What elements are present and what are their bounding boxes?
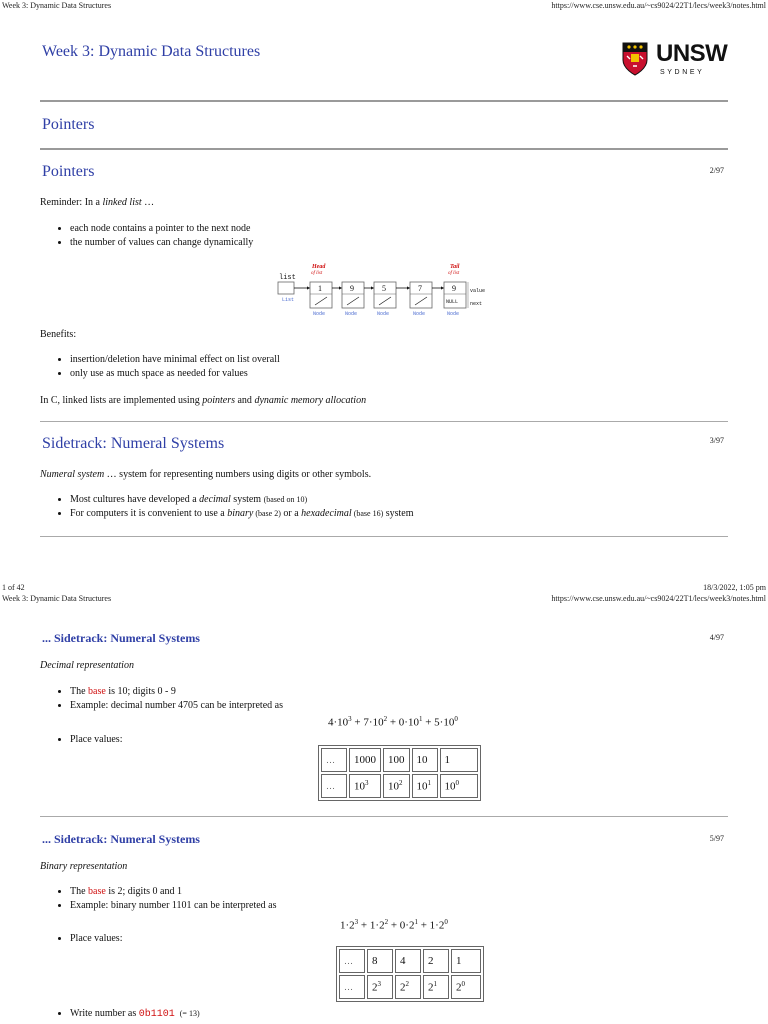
- table-cell: 1: [440, 748, 478, 772]
- node-value: 5: [382, 284, 386, 293]
- benefit-list: [56, 354, 280, 382]
- node-label: Node: [377, 311, 390, 317]
- table-cell: …: [321, 774, 347, 798]
- decimal-expression: $4\cdot 10^3 + 7\cdot 10^2 + 0\cdot 10^1 + 5\cdot 10^0$: [328, 715, 458, 729]
- section-heading: Pointers: [42, 116, 95, 133]
- list-item: • only use as much space as needed for values: [70, 368, 280, 379]
- unsw-logo: [622, 38, 732, 82]
- null-label: NULL: [446, 299, 459, 305]
- table-cell: …: [339, 975, 365, 999]
- table-cell: 1000: [349, 748, 381, 772]
- table-cell: $2^2$: [395, 975, 421, 999]
- linked-list-diagram: [276, 262, 496, 318]
- slide-title: ... Sidetrack: Numeral Systems: [42, 832, 200, 846]
- print-header-title: Week 3: Dynamic Data Structures: [2, 1, 112, 10]
- head-label: Head: [312, 264, 326, 270]
- table-cell: 8: [367, 949, 393, 973]
- table-cell: $2^1$: [423, 975, 449, 999]
- divider: [40, 536, 728, 537]
- table-cell: $10^3$: [349, 774, 381, 798]
- table-cell: $2^3$: [367, 975, 393, 999]
- list-item: • the number of values can change dynamically: [70, 237, 253, 248]
- print-footer-date: 18/3/2022, 1:05 pm: [703, 583, 766, 592]
- logo-sub: SYDNEY: [660, 69, 705, 76]
- table-cell: 100: [383, 748, 410, 772]
- document-title: Week 3: Dynamic Data Structures: [42, 43, 261, 60]
- print-header-url: https://www.cse.unsw.edu.au/~cs9024/22T1/lecs/week3/notes.html: [551, 594, 766, 603]
- benefits-heading: Benefits:: [40, 329, 77, 340]
- divider: [40, 421, 728, 422]
- node-4: [410, 282, 432, 317]
- bullet-list: [56, 933, 122, 947]
- node-5: [444, 282, 466, 317]
- list-item: • Most cultures have developed a decimal system (based on 10): [70, 494, 414, 505]
- bullet-list: [56, 1008, 200, 1023]
- list-item: • Place values:: [70, 933, 122, 944]
- tail-sub-label: of list: [448, 271, 460, 276]
- unsw-crest-icon: [622, 42, 648, 76]
- table-cell: $10^2$: [383, 774, 410, 798]
- list-item: • each node contains a pointer to the next node: [70, 223, 253, 234]
- list-item: • Example: decimal number 4705 can be interpreted as: [70, 700, 283, 711]
- table-cell: …: [339, 949, 365, 973]
- node-3: [374, 282, 396, 317]
- table-cell: $10^1$: [412, 774, 438, 798]
- bullet-list: [56, 686, 283, 714]
- numeral-definition: Numeral system … system for representing numbers using digits or other symbols.: [40, 469, 372, 480]
- closing-text: In C, linked lists are implemented using pointers and dynamic memory allocation: [40, 395, 367, 406]
- node-1: [310, 282, 332, 317]
- table-cell: 10: [412, 748, 438, 772]
- slide-number: 3/97: [709, 436, 724, 445]
- bullet-list: [56, 223, 253, 251]
- slide-title: Pointers: [42, 163, 95, 180]
- bullet-list: [56, 494, 414, 522]
- slide-number: 2/97: [709, 166, 724, 175]
- list-sub-label: List: [282, 297, 295, 303]
- table-cell: 2: [423, 949, 449, 973]
- slide-subtitle: Decimal representation: [40, 660, 134, 671]
- list-item: • Place values:: [70, 734, 122, 745]
- slide-title: ... Sidetrack: Numeral Systems: [42, 631, 200, 645]
- slide-subtitle: Binary representation: [40, 861, 128, 872]
- list-item: • For computers it is convenient to use a binary (base 2) or a hexadecimal (base 16) system: [70, 508, 414, 519]
- table-cell: $10^0$: [440, 774, 478, 798]
- node-value: 7: [418, 284, 422, 293]
- slide-intro: Reminder: In a linked list …: [40, 197, 155, 208]
- divider: [40, 816, 728, 817]
- list-label: list: [279, 274, 296, 282]
- table-row: [321, 748, 478, 772]
- node-value: 9: [452, 284, 456, 293]
- node-2: [342, 282, 364, 317]
- print-footer-page: 1 of 42: [2, 583, 25, 592]
- node-value: 1: [318, 284, 322, 293]
- table-cell: 1: [451, 949, 481, 973]
- list-item: • insertion/deletion have minimal effect on list overall: [70, 354, 280, 365]
- head-sub-label: of list: [311, 271, 323, 276]
- node-label: Node: [413, 311, 426, 317]
- slide-number: 5/97: [709, 834, 724, 843]
- binary-expression: $1\cdot 2^3 + 1\cdot 2^2 + 0\cdot 2^1 + 1\cdot 2^0$: [340, 918, 448, 932]
- tail-label: Tail: [450, 264, 460, 270]
- table-row: [321, 774, 478, 798]
- next-field-label: next: [470, 301, 483, 307]
- table-row: [339, 975, 481, 999]
- decimal-place-values-table: [318, 745, 481, 801]
- list-item: • Write number as 0b1101 (= 13): [70, 1008, 200, 1020]
- list-item: • The base is 2; digits 0 and 1: [70, 886, 277, 897]
- slide-title: Sidetrack: Numeral Systems: [42, 435, 225, 452]
- logo-word: UNSW: [656, 40, 728, 67]
- table-cell: …: [321, 748, 347, 772]
- node-label: Node: [447, 311, 460, 317]
- print-header-title: Week 3: Dynamic Data Structures: [2, 594, 112, 603]
- bullet-list: [56, 734, 122, 748]
- table-cell: $2^0$: [451, 975, 481, 999]
- list-pointer-box: [278, 282, 294, 294]
- divider: [40, 100, 728, 102]
- node-value: 9: [350, 284, 354, 293]
- node-label: Node: [313, 311, 326, 317]
- print-header-url: https://www.cse.unsw.edu.au/~cs9024/22T1/lecs/week3/notes.html: [551, 1, 766, 10]
- divider: [40, 148, 728, 150]
- list-item: • The base is 10; digits 0 - 9: [70, 686, 283, 697]
- value-field-label: value: [470, 288, 486, 294]
- table-cell: 4: [395, 949, 421, 973]
- slide-number: 4/97: [709, 633, 724, 642]
- bullet-list: [56, 886, 277, 914]
- node-label: Node: [345, 311, 358, 317]
- list-item: • Example: binary number 1101 can be interpreted as: [70, 900, 277, 911]
- table-row: [339, 949, 481, 973]
- binary-place-values-table: [336, 946, 484, 1002]
